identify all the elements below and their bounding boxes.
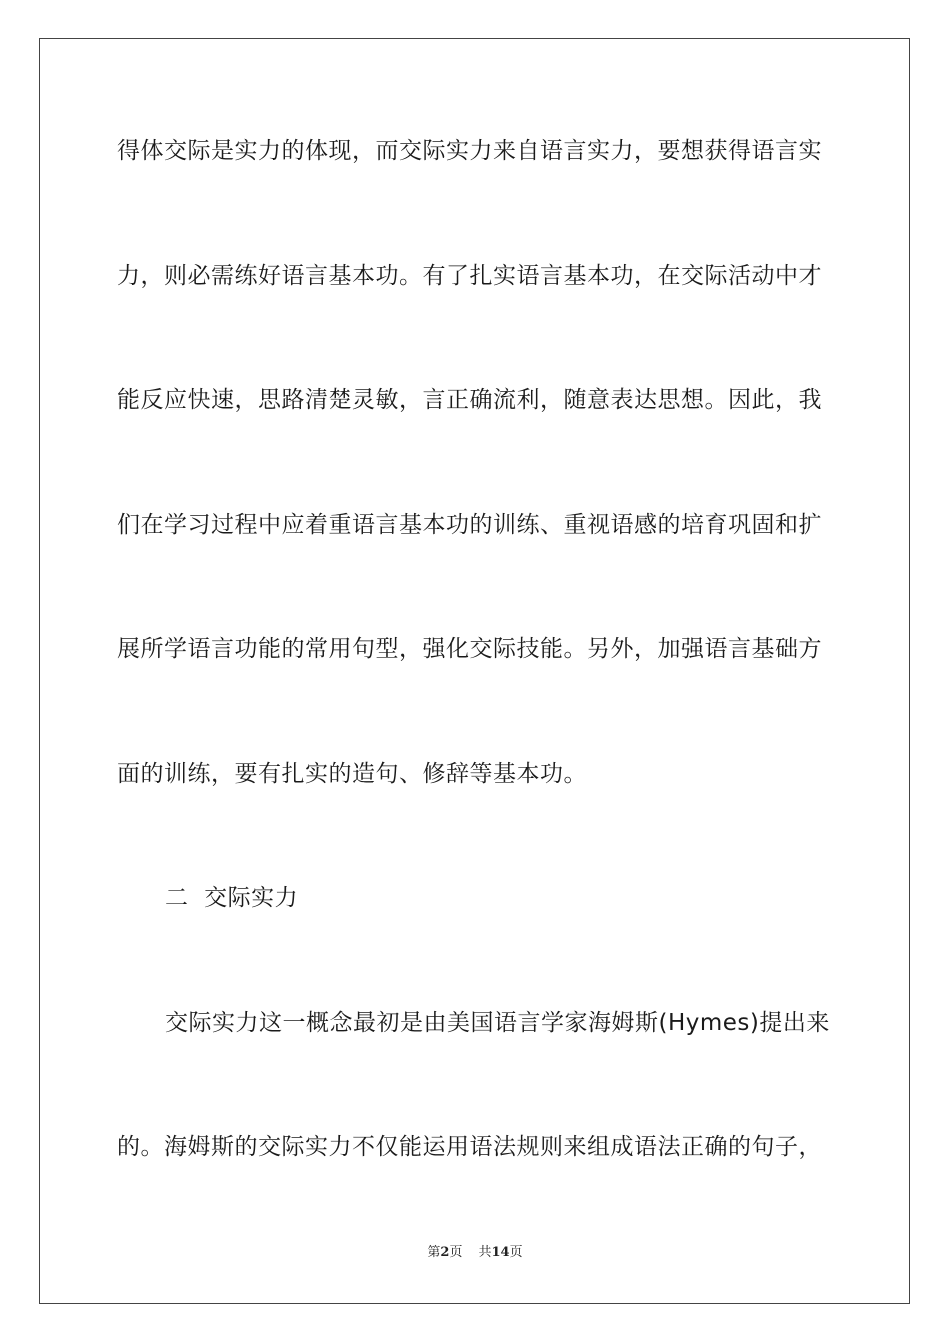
body-line-6: 面的训练，要有扎实的造句、修辞等基本功。 xyxy=(117,761,587,787)
body-line-4: 们在学习过程中应着重语言基本功的训练、重视语感的培育巩固和扩 xyxy=(117,512,822,538)
body-line-3: 能反应快速，思路清楚灵敏，言正确流利，随意表达思想。因此，我 xyxy=(117,387,822,413)
footer-page-suffix: 页 xyxy=(449,1245,463,1260)
footer-page-prefix: 第 xyxy=(427,1245,441,1260)
footer-total-number: 14 xyxy=(491,1245,510,1260)
page-border xyxy=(39,38,910,1304)
footer-total-prefix: 共 xyxy=(478,1245,492,1260)
section-heading: 二 交际实力 xyxy=(165,885,299,911)
paragraph2-line-1: 交际实力这一概念最初是由美国语言学家海姆斯(Hymes)提出来 xyxy=(165,1010,830,1036)
body-line-5: 展所学语言功能的常用句型，强化交际技能。另外，加强语言基础方 xyxy=(117,636,822,662)
page-footer xyxy=(0,1244,950,1262)
footer-total-suffix: 页 xyxy=(509,1245,523,1260)
body-line-1: 得体交际是实力的体现，而交际实力来自语言实力，要想获得语言实 xyxy=(117,138,822,164)
body-line-2: 力，则必需练好语言基本功。有了扎实语言基本功，在交际活动中才 xyxy=(117,263,822,289)
footer-page-number: 2 xyxy=(440,1245,450,1260)
paragraph2-line-2: 的。海姆斯的交际实力不仅能运用语法规则来组成语法正确的句子， xyxy=(117,1134,822,1160)
